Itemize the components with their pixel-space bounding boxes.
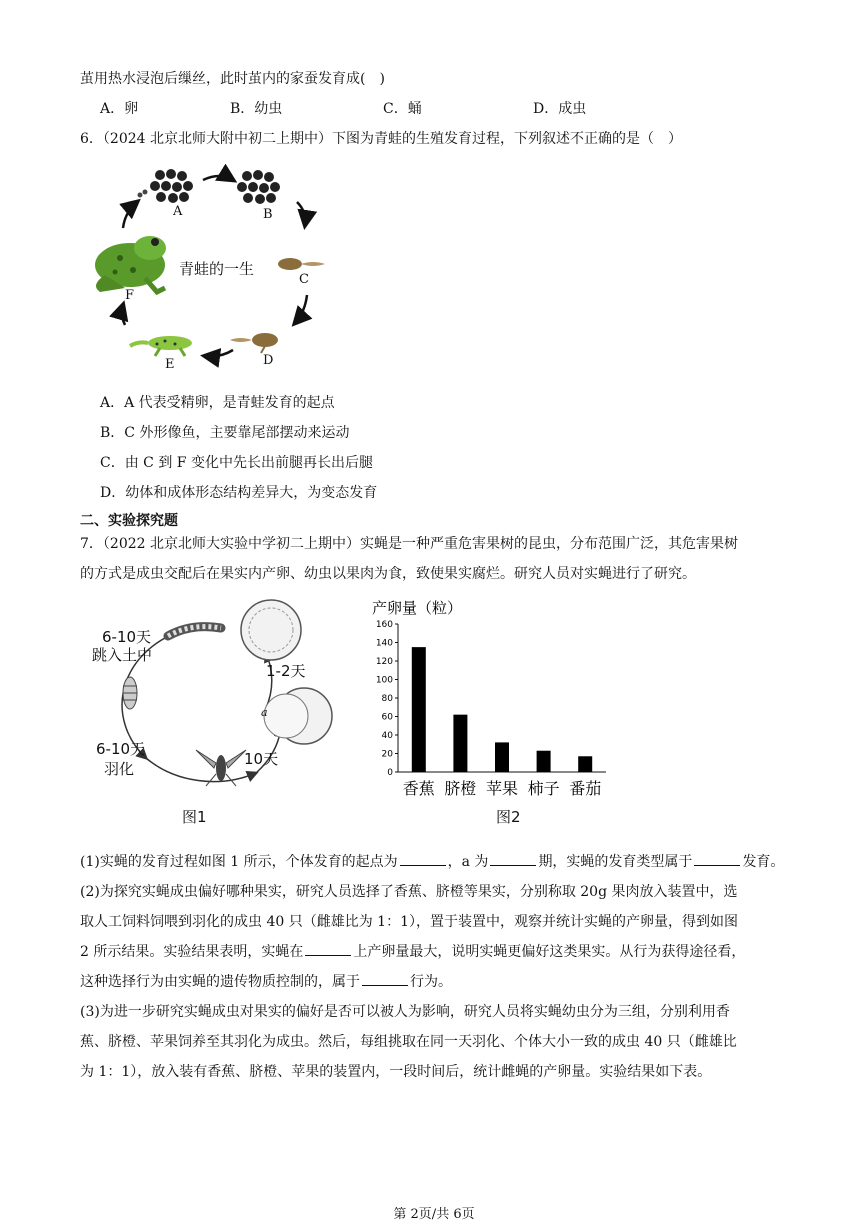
q6-option-a: A．A 代表受精卵，是青蛙发育的起点 bbox=[100, 395, 335, 411]
egg-mass-a-icon bbox=[138, 169, 194, 203]
x-category-label: 脐橙 bbox=[444, 779, 477, 798]
q7-part2-line3-text-a: 2 所示结果。实验结果表明，实蝇在 bbox=[80, 944, 304, 960]
fig1-label-bottom-left-1: 6-10天 bbox=[96, 740, 146, 758]
fig1-label-right: 1-2天 bbox=[266, 662, 306, 680]
q7-part1 bbox=[80, 851, 784, 871]
y-tick-label: 20 bbox=[381, 749, 393, 760]
q7-part1-text-b: ，a 为 bbox=[447, 854, 489, 870]
stage-label-e: E bbox=[165, 357, 175, 372]
fig1-label-bottom-left-2: 羽化 bbox=[104, 760, 135, 778]
q7-part2-line4 bbox=[80, 971, 452, 991]
q7-part1-text-c: 期，实蝇的发育类型属于 bbox=[538, 854, 693, 870]
bar-3 bbox=[495, 742, 509, 772]
y-tick-label: 160 bbox=[375, 620, 393, 630]
fruit-slice-bottom-icon bbox=[264, 688, 332, 744]
q5-stem: 茧用热水浸泡后缫丝，此时茧内的家蚕发育成( ) bbox=[80, 71, 385, 87]
adult-frog-f-icon bbox=[95, 236, 166, 292]
fig2-caption: 图2 bbox=[496, 808, 521, 826]
q7-part2-line3 bbox=[80, 941, 745, 961]
chart-y-axis-label: 产卵量（粒） bbox=[372, 599, 463, 617]
q6-option-c: C．由 C 到 F 变化中先长出前腿再长出后腿 bbox=[100, 455, 373, 471]
y-tick-label: 40 bbox=[381, 731, 393, 741]
y-tick-label: 140 bbox=[375, 638, 393, 649]
fig1-label-top-left-2: 跳入土中 bbox=[92, 646, 153, 664]
x-category-label: 柿子 bbox=[527, 779, 560, 798]
x-category-label: 番茄 bbox=[569, 779, 602, 798]
q7-part3-line2: 蕉、脐橙、苹果饲养至其羽化为成虫。然后，每组挑取在同一天羽化、个体大小一致的成虫 40 只（雌雄比 bbox=[80, 1034, 737, 1050]
q6-option-d: D．幼体和成体形态结构差异大，为变态发育 bbox=[100, 485, 378, 501]
q7-part1-text-a: (1)实蝇的发育过程如图 1 所示，个体发育的起点为 bbox=[80, 854, 398, 870]
stage-label-f: F bbox=[125, 288, 135, 303]
q7-part2-line3-text-b: 上产卵量最大，说明实蝇更偏好这类果实。从行为获得途径看， bbox=[353, 944, 746, 960]
q5-option-b: B．幼虫 bbox=[230, 101, 283, 117]
egg-mass-b-icon bbox=[237, 170, 280, 204]
y-tick-label: 60 bbox=[381, 712, 393, 723]
q7-stem-line2: 的方式是成虫交配后在果实内产卵、幼虫以果肉为食，致使果实腐烂。研究人员对实蝇进行了研究。 bbox=[80, 566, 696, 582]
y-tick-label: 100 bbox=[375, 675, 393, 686]
fig1-caption: 图1 bbox=[182, 808, 207, 826]
stage-label-a: A bbox=[173, 204, 183, 219]
frog-life-cycle-diagram bbox=[85, 160, 345, 380]
q5-option-a: A．卵 bbox=[100, 101, 139, 117]
q7-stem-line1: 7．（2022 北京北师大实验中学初二上期中）实蝇是一种严重危害果树的昆虫，分布范围广泛，其危害果树 bbox=[80, 536, 738, 552]
fig1-label-top-left-1: 6-10天 bbox=[102, 628, 152, 646]
tadpole-d-icon bbox=[230, 333, 278, 353]
fig1-label-a: a bbox=[261, 706, 268, 719]
stage-label-d: D bbox=[263, 353, 274, 368]
fig1-label-bottom-right: 10天 bbox=[244, 750, 279, 768]
y-tick-label: 120 bbox=[375, 657, 393, 667]
section-title: 二、实验探究题 bbox=[80, 513, 178, 529]
answer-blank-3[interactable] bbox=[694, 851, 740, 866]
q7-part2-line2: 取人工饲料饲喂到羽化的成虫 40 只（雌雄比为 1：1），置于装置中，观察并统计实蝇的产卵量，得到如图 bbox=[80, 914, 738, 930]
q7-part2-line4-text-a: 这种选择行为由实蝇的遗传物质控制的，属于 bbox=[80, 974, 360, 990]
answer-blank-1[interactable] bbox=[400, 851, 446, 866]
q6-stem: 6．（2024 北京北师大附中初二上期中）下图为青蛙的生殖发育过程，下列叙述不正确的是（ ） bbox=[80, 131, 682, 147]
stage-label-b: B bbox=[263, 207, 273, 222]
page-footer: 第 2页/共 6页 bbox=[393, 1207, 475, 1222]
larva-icon bbox=[168, 627, 221, 636]
egg-count-chart bbox=[360, 596, 620, 806]
answer-blank-2[interactable] bbox=[490, 851, 536, 866]
q7-part2-line1: (2)为探究实蝇成虫偏好哪种果实，研究人员选择了香蕉、脐橙等果实，分别称取 20g 果肉放入装置中，选 bbox=[80, 884, 738, 900]
q7-part1-text-d: 发育。 bbox=[742, 854, 785, 870]
bar-1 bbox=[412, 647, 426, 772]
stage-label-c: C bbox=[299, 272, 309, 287]
x-category-label: 香蕉 bbox=[402, 779, 435, 798]
y-tick-label: 0 bbox=[387, 768, 393, 778]
fruitfly-life-cycle-diagram bbox=[86, 598, 346, 798]
froglet-e-icon bbox=[130, 336, 192, 356]
bar-5 bbox=[578, 756, 592, 772]
bar-4 bbox=[537, 751, 551, 772]
x-category-label: 苹果 bbox=[485, 779, 519, 798]
fruit-slice-top-icon bbox=[241, 600, 301, 660]
tadpole-c-icon bbox=[278, 258, 325, 270]
q7-part2-line4-text-b: 行为。 bbox=[410, 974, 452, 990]
q7-part3-line1: (3)为进一步研究实蝇成虫对果实的偏好是否可以被人为影响，研究人员将实蝇幼虫分为三组，分别利用香 bbox=[80, 1004, 730, 1020]
answer-blank-5[interactable] bbox=[362, 971, 408, 986]
answer-blank-4[interactable] bbox=[305, 941, 351, 956]
q7-part3-line3: 为 1：1），放入装有香蕉、脐橙、苹果的装置内，一段时间后，统计雌蝇的产卵量。实验结果如下表。 bbox=[80, 1064, 712, 1080]
q6-option-b: B．C 外形像鱼，主要靠尾部摆动来运动 bbox=[100, 425, 350, 441]
y-tick-label: 80 bbox=[381, 694, 393, 704]
egg-count-chart-svg bbox=[360, 596, 620, 806]
pupa-icon bbox=[123, 677, 137, 709]
q5-option-c: C．蛹 bbox=[383, 101, 422, 117]
diagram-center-label: 青蛙的一生 bbox=[179, 260, 255, 278]
bar-2 bbox=[453, 715, 467, 772]
q5-option-d: D．成虫 bbox=[533, 101, 587, 117]
